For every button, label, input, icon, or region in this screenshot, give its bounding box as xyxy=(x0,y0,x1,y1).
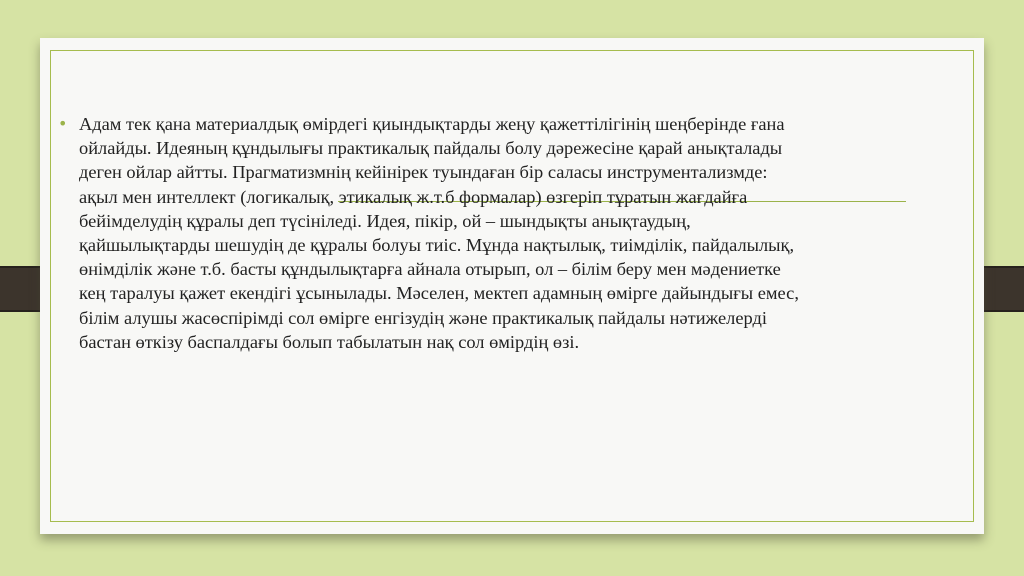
body-paragraph: Адам тек қана материалдық өмірдегі қиындықтарды жеңу қажеттілігінің шеңберінде ғана ойлайды. Идеяның құндылығы практикалық пайдалы болу дәрежесіне қарай анықталады деген ойлар айтты. Прагматизмнің кейінірек туындаған бір саласы инструментализмде: ақыл мен интеллект (логикалық, этикалық ж.т.б формалар) өзгеріп тұратын жағдайға бейімделудің құралы деп түсініледі. Идея, пікір, ой – шындықты анықтаудың, қайшылықтарды шешудің де құралы болуы тиіс. Мұнда нақтылық, тиімділік, пайдалылық, өнімділік және т.б. басты құндылықтарға айнала отырып, ол – білім беру мен мәдениетке кең таралуы қажет екендігі ұсынылады. Мәселен, мектеп адамның өмірге дайындығы емес, білім алушы жасөспірімді сол өмірге енгізудің және практикалық пайдалы нәтижелерді бастан өткізу баспалдағы болып табылатын нақ сол өмірдің өзі. xyxy=(79,114,799,352)
bullet-marker: • xyxy=(58,114,68,133)
